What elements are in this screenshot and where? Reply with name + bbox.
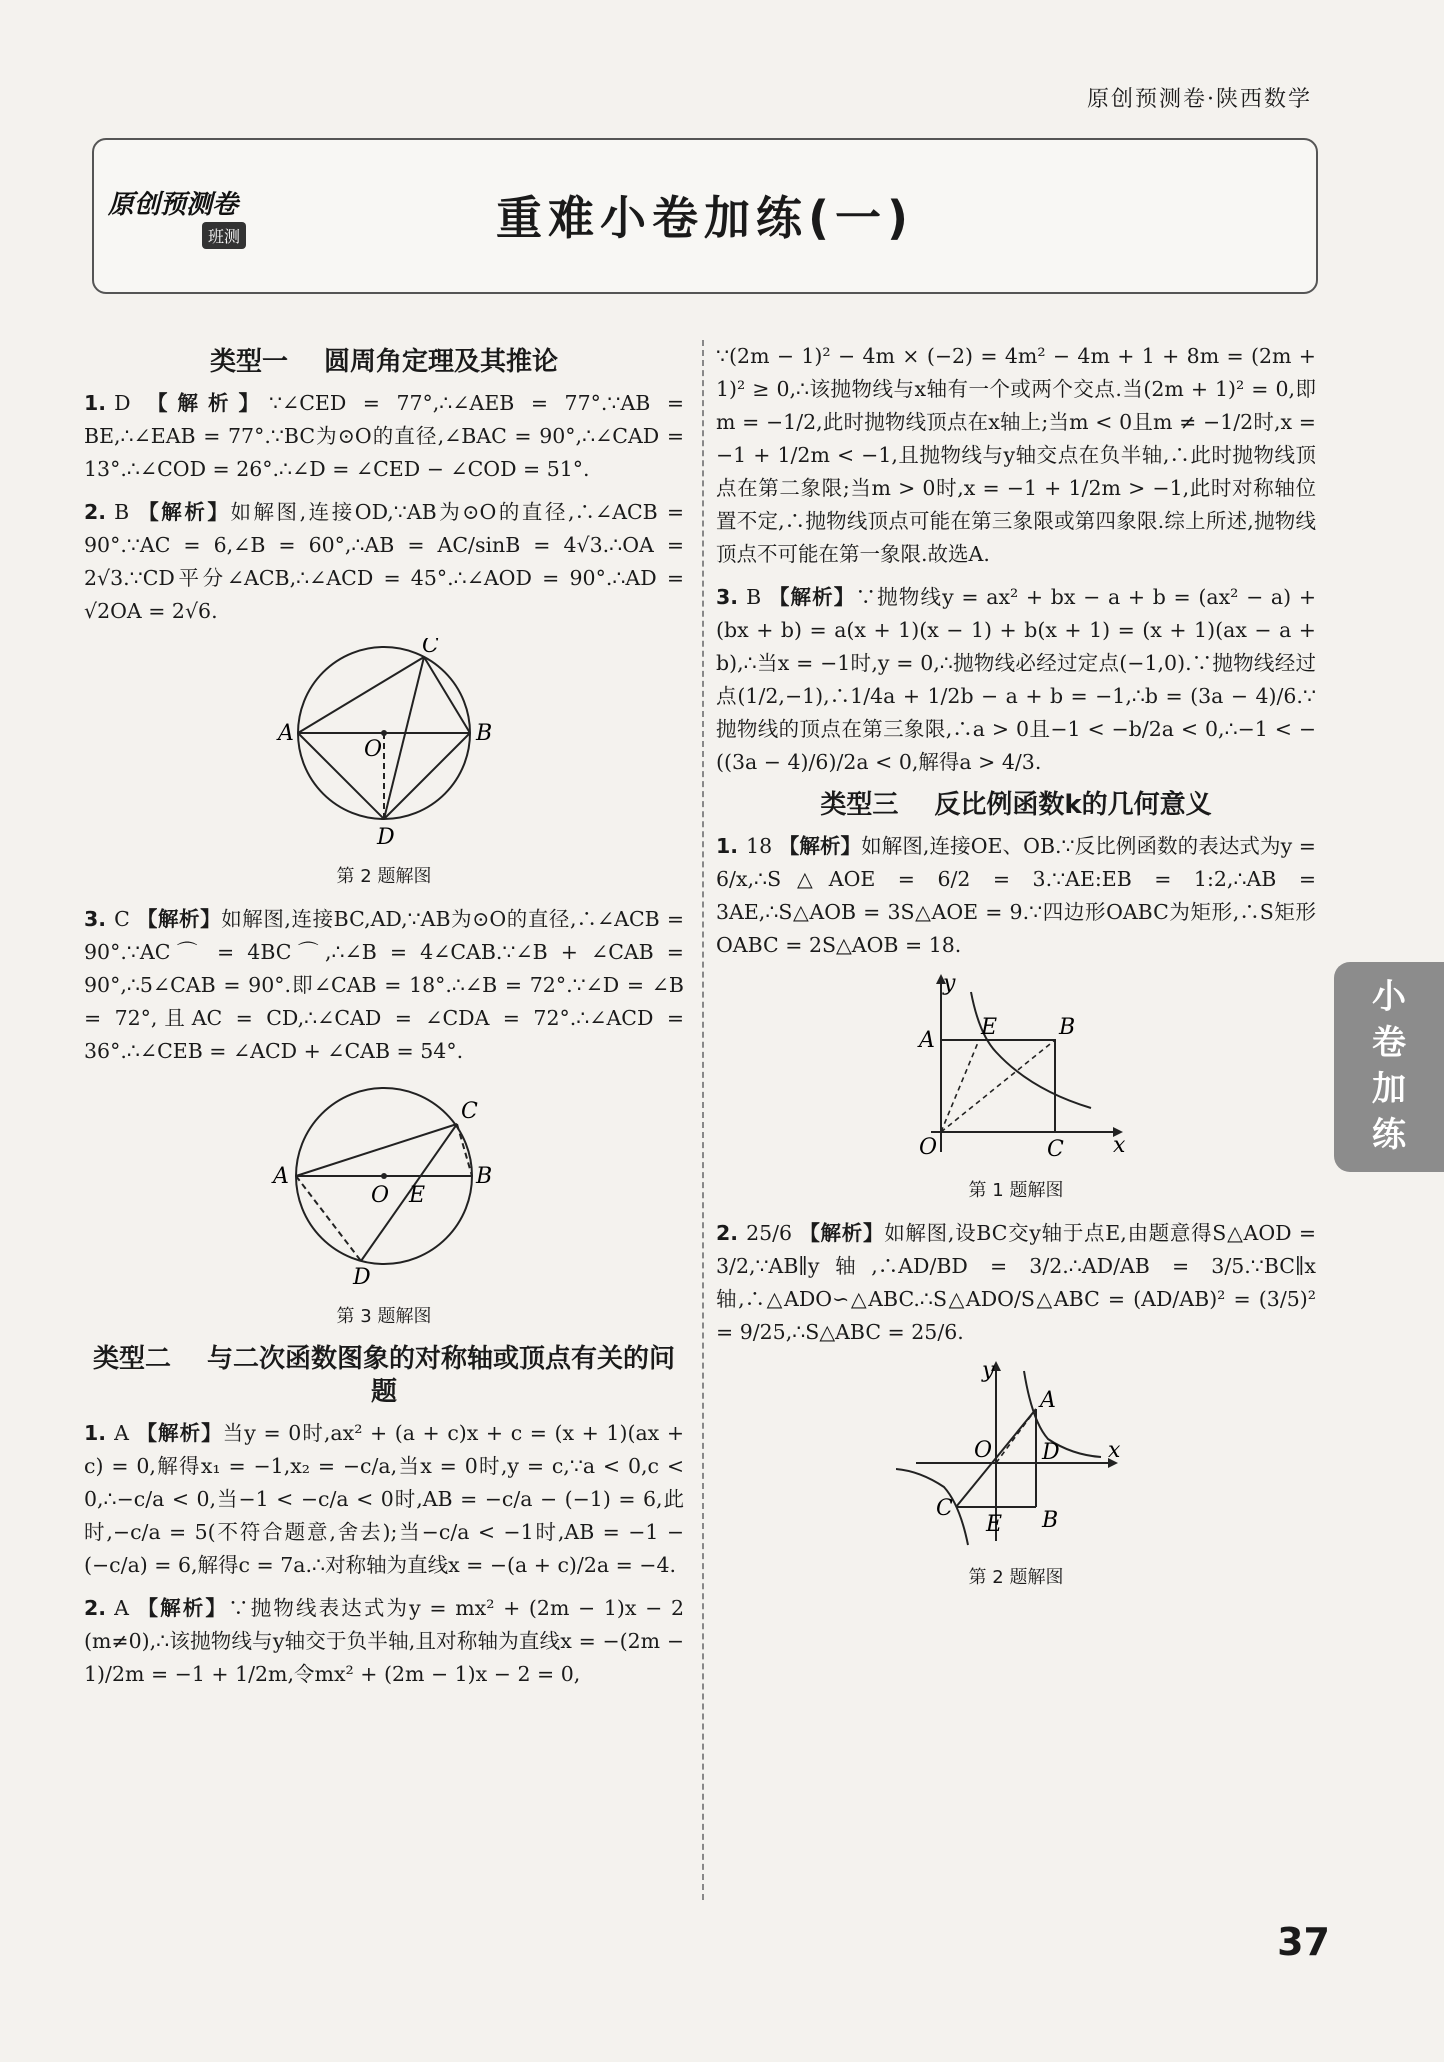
answer-item bbox=[84, 1417, 684, 1582]
item-number: 1. bbox=[84, 1421, 107, 1445]
circle-diagram-q2 bbox=[254, 638, 514, 848]
answer-item bbox=[716, 1217, 1316, 1349]
analysis-tag: 【解析】 bbox=[138, 500, 231, 524]
answer-value: 18 bbox=[746, 834, 773, 858]
figure-r2 bbox=[716, 1359, 1316, 1594]
figure-caption: 第 3 题解图 bbox=[336, 1306, 432, 1327]
analysis-text: 如解图,连接OD,∵AB为⊙O的直径,∴∠ACB = 90°.∵AC = 6,∠B = 60°,∴AB = AC/sinB = 4√3.∴OA = 2√3.∵CD平分∠ACB,∴∠ACD = 45°.∴∠AOD = 90°.∴AD = √2OA = 2√6. bbox=[84, 500, 684, 623]
figure-q3 bbox=[84, 1078, 684, 1333]
left-column bbox=[84, 340, 684, 1701]
answer-continuation: ∵(2m − 1)² − 4m × (−2) = 4m² − 4m + 1 + 8m = (2m + 1)² ≥ 0,∴该抛物线与x轴有一个或两个交点.当(2m + 1)² = 0,即m = −1/2,此时抛物线顶点在x轴上;当m < 0且m ≠ −1/2时,x = −1 + 1/2m < −1,且抛物线与y轴交点在负半轴,∴此时抛物线顶点在第二象限;当m > 0时,x = −1 + 1/2m > −1,此时对称轴位置不定,∴抛物线顶点可能在第三象限或第四象限.综上所述,抛物线顶点不可能在第一象限.故选A. bbox=[716, 344, 1316, 566]
column-divider bbox=[702, 340, 704, 1900]
point-label: E bbox=[981, 1015, 998, 1040]
point-label: O bbox=[364, 737, 383, 762]
analysis-text: 如解图,连接OE、OB.∵反比例函数的表达式为y = 6/x,∴S△AOE = 6/2 = 3.∵AE:EB = 1:2,∴AB = 3AE,∴S△AOB = 3S△AOE = 9.∵四边形OABC为矩形,∴S矩形OABC = 2S△AOB = 18. bbox=[716, 834, 1316, 957]
figure-caption: 第 1 题解图 bbox=[968, 1180, 1064, 1201]
point-label: C bbox=[422, 638, 439, 658]
section-heading-2 bbox=[84, 1343, 684, 1409]
item-number: 1. bbox=[716, 834, 739, 858]
answer-item bbox=[84, 1592, 684, 1691]
axis-label: y bbox=[943, 972, 956, 996]
answer-item bbox=[716, 830, 1316, 962]
side-tab-char: 加 bbox=[1372, 1069, 1406, 1109]
analysis-text: 如解图,连接BC,AD,∵AB为⊙O的直径,∴∠ACB = 90°.∵AC⌒ = 4BC⌒,∴∠B = 4∠CAB.∵∠B + ∠CAB = 90°,∴5∠CAB = 90°.即∠CAB = 18°.∴∠B = 72°.∵∠D = ∠B = 72°,且AC = CD,∴∠CAD = ∠CDA = 72°.∴∠ACD = 36°.∴∠CEB = ∠ACD + ∠CAB = 54°. bbox=[84, 907, 685, 1063]
analysis-text: ∵抛物线表达式为y = mx² + (2m − 1)x − 2 (m≠0),∴该抛物线与y轴交于负半轴,且对称轴为直线x = −(2m − 1)/2m = −1 + 1/2m,令mx² + (2m − 1)x − 2 = 0, bbox=[84, 1596, 684, 1686]
analysis-tag: 【解析】 bbox=[136, 907, 222, 931]
point-label: A bbox=[273, 1164, 289, 1189]
point-label: A bbox=[1040, 1388, 1056, 1413]
section-heading-3 bbox=[716, 789, 1316, 822]
axis-label: x bbox=[1113, 1133, 1126, 1158]
point-label: A bbox=[919, 1028, 935, 1053]
point-label: C bbox=[1047, 1137, 1064, 1162]
answer-item bbox=[84, 387, 684, 486]
item-number: 2. bbox=[84, 1596, 107, 1620]
analysis-text: ∵∠CED = 77°,∴∠AEB = 77°.∵AB = BE,∴∠EAB = 77°.∵BC为⊙O的直径,∠BAC = 90°,∴∠CAD = 13°.∴∠COD = 26°.∴∠D = ∠CED − ∠COD = 51°. bbox=[84, 391, 684, 481]
side-tab-char: 练 bbox=[1372, 1115, 1406, 1155]
section-number: 类型一 bbox=[209, 347, 288, 377]
answer-choice: D bbox=[114, 391, 131, 415]
figure-r1 bbox=[716, 972, 1316, 1207]
axis-label: x bbox=[1108, 1438, 1121, 1463]
section-name: 圆周角定理及其推论 bbox=[324, 347, 559, 377]
section-name: 与二次函数图象的对称轴或顶点有关的问题 bbox=[207, 1344, 676, 1407]
side-tab bbox=[1334, 962, 1444, 1172]
right-column bbox=[716, 340, 1316, 1604]
page-number: 37 bbox=[1277, 1920, 1330, 1964]
point-label: D bbox=[353, 1265, 371, 1288]
point-label: D bbox=[377, 825, 395, 848]
logo-badge: 班测 bbox=[202, 222, 246, 249]
answer-choice: C bbox=[114, 907, 130, 931]
circle-diagram-q3 bbox=[249, 1078, 519, 1288]
point-label: B bbox=[1059, 1015, 1076, 1040]
reciprocal-graph-q1 bbox=[901, 972, 1131, 1162]
point-label: C bbox=[461, 1099, 478, 1124]
item-number: 2. bbox=[716, 1221, 739, 1245]
point-label: O bbox=[974, 1438, 993, 1463]
item-number: 3. bbox=[84, 907, 107, 931]
answer-choice: A bbox=[114, 1596, 129, 1620]
figure-caption: 第 2 题解图 bbox=[968, 1567, 1064, 1588]
page-title: 重难小卷加练(一) bbox=[495, 191, 915, 245]
point-label: E bbox=[409, 1183, 426, 1208]
analysis-tag: 【解析】 bbox=[768, 585, 856, 609]
side-tab-char: 卷 bbox=[1372, 1023, 1406, 1063]
analysis-tag: 【解析】 bbox=[137, 1596, 229, 1620]
point-label: A bbox=[278, 721, 294, 746]
point-label: O bbox=[371, 1183, 390, 1208]
item-number: 3. bbox=[716, 585, 739, 609]
analysis-tag: 【解析】 bbox=[147, 391, 269, 415]
analysis-tag: 【解析】 bbox=[799, 1221, 885, 1245]
point-label: O bbox=[919, 1135, 938, 1160]
side-tab-char: 小 bbox=[1372, 977, 1406, 1017]
item-number: 1. bbox=[84, 391, 107, 415]
section-heading-1 bbox=[84, 346, 684, 379]
analysis-text: 如解图,设BC交y轴于点E,由题意得S△AOD = 3/2,∵AB∥y轴,∴AD/BD = 3/2.∴AD/AB = 3/5.∵BC∥x轴,∴△ADO∽△ABC.∴S△ADO/S△ABC = (AD/AB)² = (3/5)² = 9/25,∴S△ABC = 25/6. bbox=[716, 1221, 1316, 1344]
answer-item bbox=[84, 903, 684, 1068]
section-number: 类型三 bbox=[820, 790, 899, 820]
analysis-tag: 【解析】 bbox=[136, 1421, 223, 1445]
answer-value: 25/6 bbox=[746, 1221, 793, 1245]
answer-choice: B bbox=[114, 500, 130, 524]
series-header: 原创预测卷·陕西数学 bbox=[1087, 87, 1312, 112]
figure-caption: 第 2 题解图 bbox=[336, 866, 432, 887]
point-label: B bbox=[476, 721, 493, 746]
point-label: D bbox=[1042, 1440, 1060, 1465]
item-number: 2. bbox=[84, 500, 107, 524]
answer-item bbox=[716, 581, 1316, 779]
section-name: 反比例函数k的几何意义 bbox=[934, 790, 1212, 820]
reciprocal-graph-q2 bbox=[896, 1359, 1136, 1549]
point-label: B bbox=[476, 1164, 493, 1189]
section-number: 类型二 bbox=[92, 1344, 171, 1374]
axis-label: y bbox=[982, 1359, 995, 1383]
logo-text: 原创预测卷 bbox=[108, 190, 239, 220]
analysis-text: 当y = 0时,ax² + (a + c)x + c = (x + 1)(ax + c) = 0,解得x₁ = −1,x₂ = −c/a,当x = 0时,y = c,∵a < 0,c < 0,∴−c/a < 0,当−1 < −c/a < 0时,AB = −c/a − (−1) = 6,此时,−c/a = 5(不符合题意,舍去);当−c/a < −1时,AB = −1 − (−c/a) = 6,解得c = 7a.∴对称轴为直线x = −(a + c)/2a = −4. bbox=[84, 1421, 684, 1577]
analysis-text: ∵抛物线y = ax² + bx − a + b = (ax² − a) + (bx + b) = a(x + 1)(x − 1) + b(x + 1) = (x + 1)(ax − a + b),∴当x = −1时,y = 0,∴抛物线必经过定点(−1,0).∵抛物线经过点(1/2,−1),∴1/4a + 1/2b − a + b = −1,∴b = (3a − 4)/6.∵抛物线的顶点在第三象限,∴a > 0且−1 < −b/2a < 0,∴−1 < −((3a − 4)/6)/2a < 0,解得a > 4/3. bbox=[716, 585, 1317, 774]
point-label: C bbox=[936, 1496, 953, 1521]
point-label: B bbox=[1042, 1508, 1059, 1533]
figure-q2 bbox=[84, 638, 684, 893]
answer-choice: A bbox=[114, 1421, 129, 1445]
answer-choice: B bbox=[746, 585, 762, 609]
point-label: E bbox=[986, 1512, 1003, 1537]
analysis-tag: 【解析】 bbox=[778, 834, 862, 858]
answer-item bbox=[84, 496, 684, 628]
title-banner bbox=[92, 138, 1318, 294]
